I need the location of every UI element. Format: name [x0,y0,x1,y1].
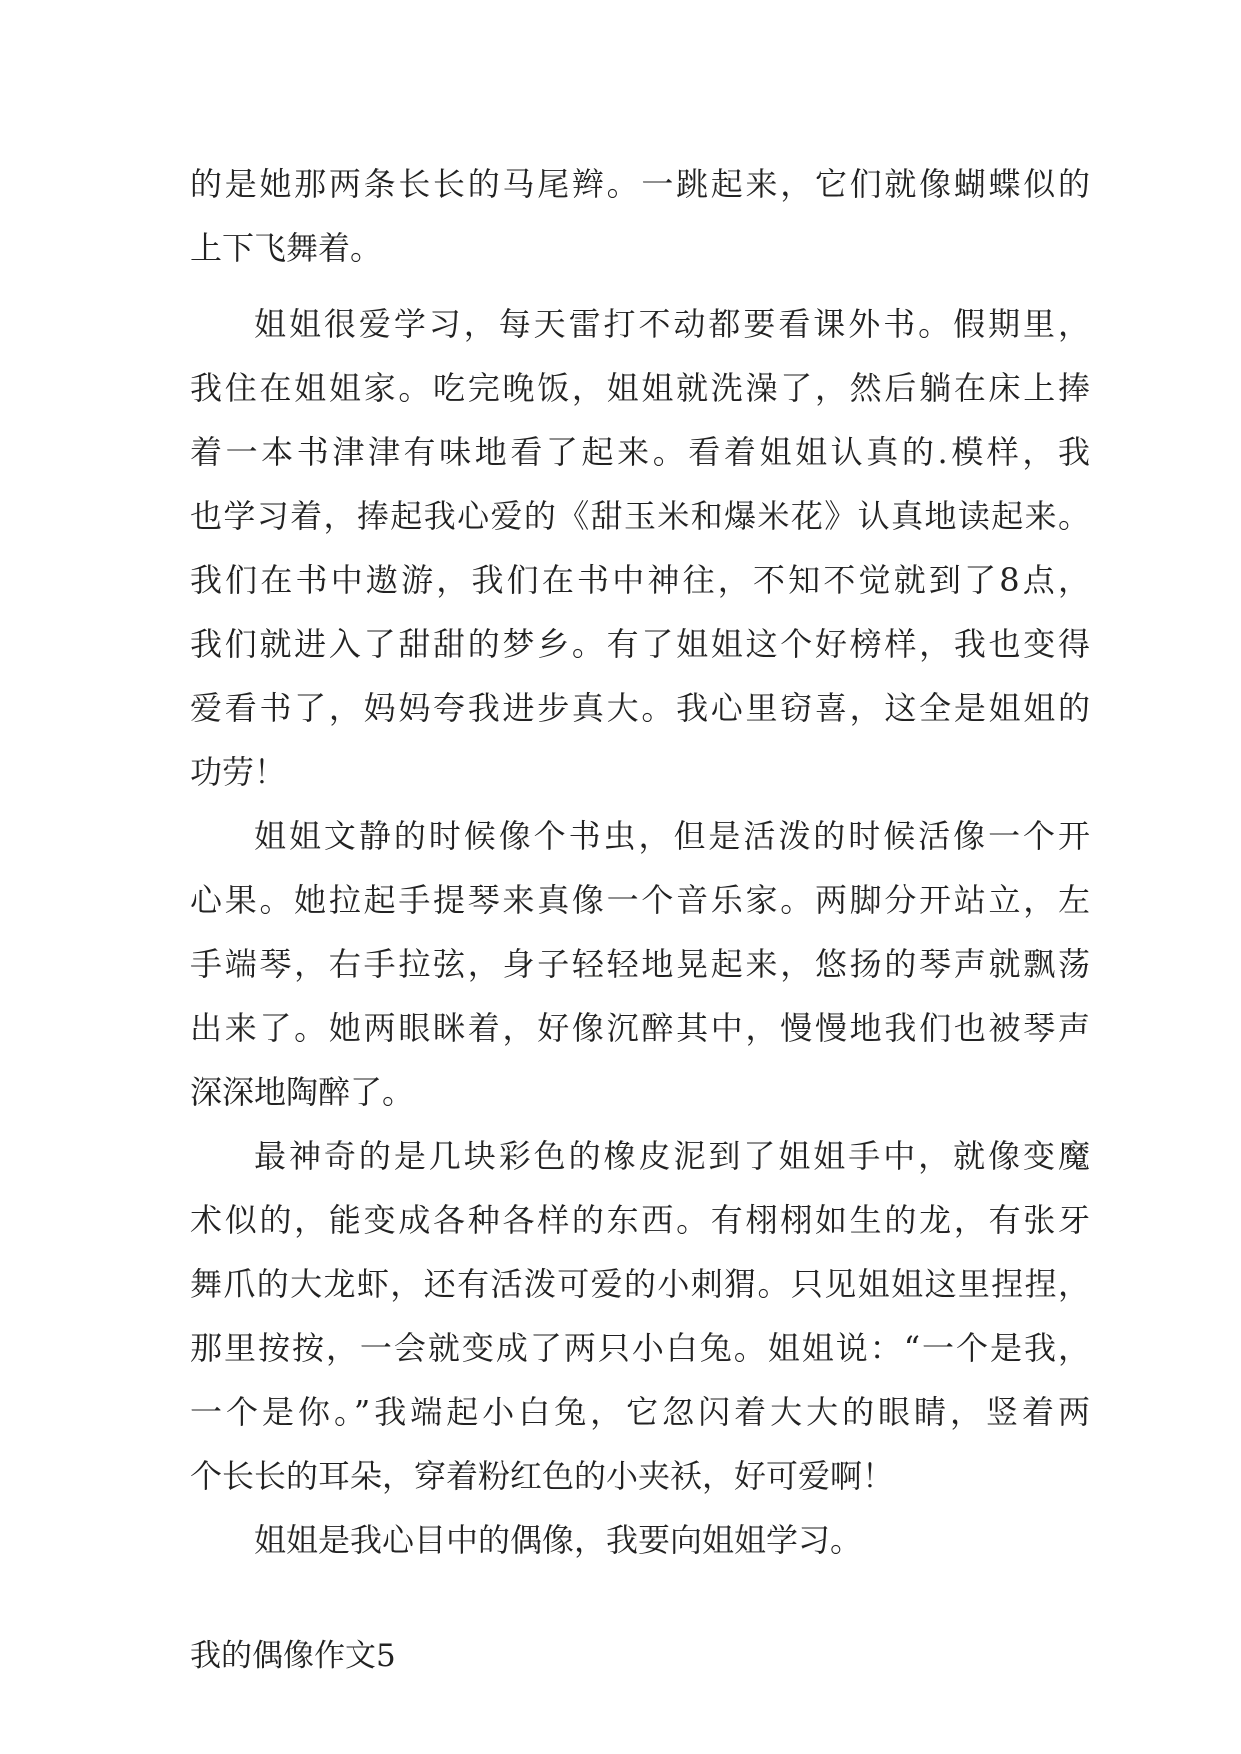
text-line: 着一本书津津有味地看了起来。看着姐姐认真的.模样，我 [190,433,1090,471]
paragraph-first-line: 姐姐是我心目中的偶像，我要向姐姐学习。 [254,1521,863,1559]
text-line: 那里按按，一会就变成了两只小白兔。姐姐说：“一个是我， [190,1329,1090,1367]
text-line: 上下飞舞着。 [190,229,383,267]
text-line: 爱看书了，妈妈夸我进步真大。我心里窃喜，这全是姐姐的 [190,689,1090,727]
text-line: 一个是你。”我端起小白兔，它忽闪着大大的眼睛，竖着两 [190,1393,1090,1431]
text-line: 的是她那两条长长的马尾辫。一跳起来，它们就像蝴蝶似的 [190,165,1090,203]
text-line: 我住在姐姐家。吃完晚饭，姐姐就洗澡了，然后躺在床上捧 [190,369,1090,407]
text-line: 我们就进入了甜甜的梦乡。有了姐姐这个好榜样，我也变得 [190,625,1090,663]
paragraph-first-line: 姐姐文静的时候像个书虫，但是活泼的时候活像一个开 [254,817,1090,855]
text-line: 我们在书中遨游，我们在书中神往，不知不觉就到了8点， [190,561,1090,599]
section-heading: 我的偶像作文5 [190,1638,396,1674]
paragraph-first-line: 最神奇的是几块彩色的橡皮泥到了姐姐手中，就像变魔 [254,1137,1090,1175]
text-line: 舞爪的大龙虾，还有活泼可爱的小刺猬。只见姐姐这里捏捏， [190,1265,1090,1303]
text-line: 个长长的耳朵，穿着粉红色的小夹袄，好可爱啊！ [190,1457,895,1495]
text-line: 心果。她拉起手提琴来真像一个音乐家。两脚分开站立，左 [190,881,1090,919]
text-line: 术似的，能变成各种各样的东西。有栩栩如生的龙，有张牙 [190,1201,1090,1239]
text-line: 手端琴，右手拉弦，身子轻轻地晃起来，悠扬的琴声就飘荡 [190,945,1090,983]
text-line: 功劳！ [190,753,287,791]
text-line: 也学习着，捧起我心爱的《甜玉米和爆米花》认真地读起来。 [190,497,1090,535]
text-line: 出来了。她两眼眯着，好像沉醉其中，慢慢地我们也被琴声 [190,1009,1090,1047]
paragraph-first-line: 姐姐很爱学习，每天雷打不动都要看课外书。假期里， [254,305,1090,343]
text-line: 深深地陶醉了。 [190,1073,415,1111]
